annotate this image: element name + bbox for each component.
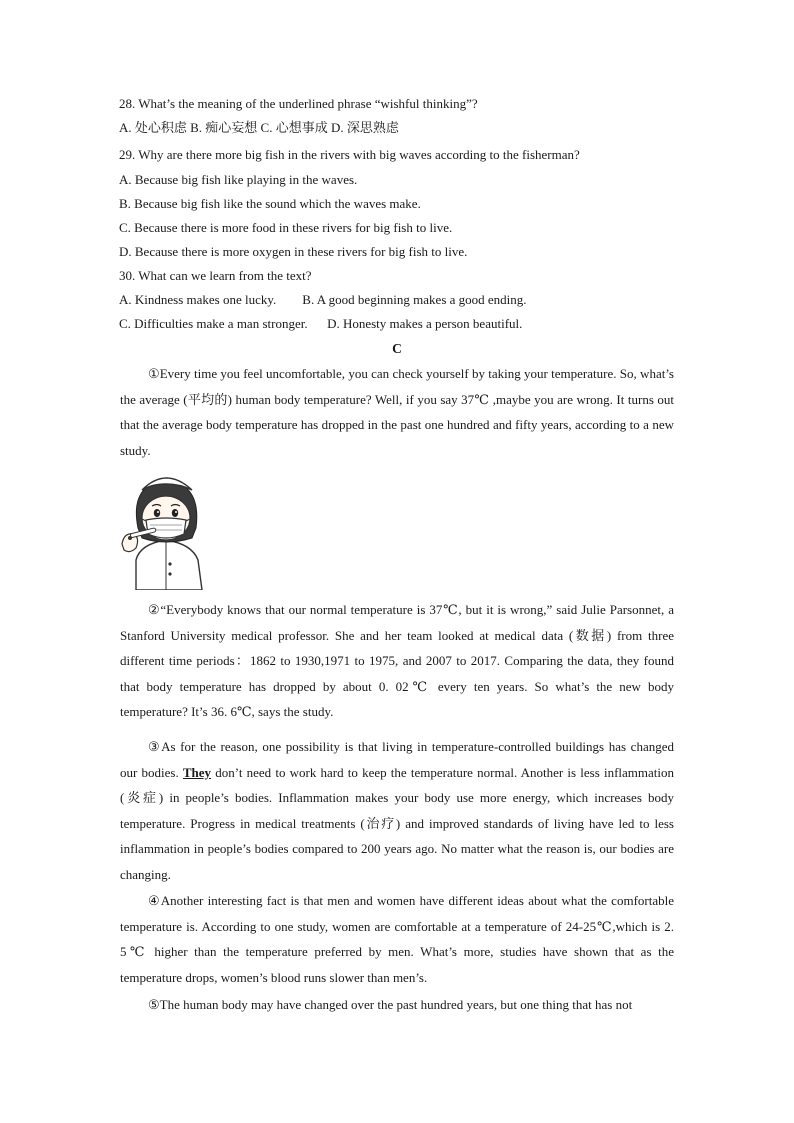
section-title: C — [392, 341, 402, 356]
question-28-options: A. 处心积虑 B. 痴心妄想 C. 心想事成 D. 深思熟虑 — [119, 120, 399, 135]
question-29-option-d: D. Because there is more oxygen in these rivers for big fish to live. — [119, 244, 468, 259]
paragraph-3-rest: don’t need to work hard to keep the temperature normal. Another is less inflammation (炎症) in people’s bodies. Inflammation makes your body use more energy, which increases body temperature. Progress in medical treatments (治疗) and improved standards of living have led to less inflammation in people’s bodies compared to 200 years ago. No matter what the reason is, our bodies are changing. — [120, 764, 674, 882]
nurse-thermometer-illustration-icon — [118, 468, 214, 590]
paragraph-3-start: ③As for the reason, one possibility is that living in temperature-controlled buildings has changed our bodies. — [120, 739, 674, 780]
question-30-options-cd: C. Difficulties make a man stronger. D. Honesty makes a person beautiful. — [119, 316, 523, 331]
question-29-option-a: A. Because big fish like playing in the waves. — [119, 172, 358, 187]
question-28-stem: 28. What’s the meaning of the underlined phrase “wishful thinking”? — [119, 96, 478, 111]
question-30-stem: 30. What can we learn from the text? — [119, 268, 312, 283]
passage-paragraph-1: ①Every time you feel uncomfortable, you can check yourself by taking your temperature. So, what’s the average (平均的) human body temperature? Well, if you say 37℃ ,maybe you are wrong. It turns out that the average body temperature has dropped in the past one hundred and fifty years, according to a new study. — [120, 366, 674, 458]
passage-paragraph-4: ④Another interesting fact is that men and women have different ideas about what the comfortable temperature is. According to one study, women are comfortable at a temperature of 24-25℃,which is 2. 5℃ higher than the temperature preferred by men. What’s more, studies have shown that as the temperature drops, women’s blood runs slower than men’s. — [120, 893, 674, 985]
question-30-options-ab: A. Kindness makes one lucky. B. A good beginning makes a good ending. — [119, 292, 527, 307]
question-29-option-b: B. Because big fish like the sound which the waves make. — [119, 196, 421, 211]
question-29-stem: 29. Why are there more big fish in the rivers with big waves according to the fisherman? — [119, 147, 580, 162]
passage-paragraph-3 — [120, 734, 674, 888]
passage-paragraph-2: ②“Everybody knows that our normal temperature is 37℃, but it is wrong,” said Julie Parsonnet, a Stanford University medical professor. She and her team looked at medical data (数据) from three different time periods：1862 to 1930,1971 to 1975, and 2007 to 2017. Comparing the data, they found that body temperature has dropped by about 0. 02℃ every ten years. So what’s the new body temperature? It’s 36. 6℃, says the study. — [120, 602, 674, 720]
question-29-option-c: C. Because there is more food in these rivers for big fish to live. — [119, 220, 453, 235]
underlined-word-they: They — [182, 764, 212, 780]
passage-paragraph-5: ⑤The human body may have changed over the past hundred years, but one thing that has not — [148, 997, 633, 1012]
